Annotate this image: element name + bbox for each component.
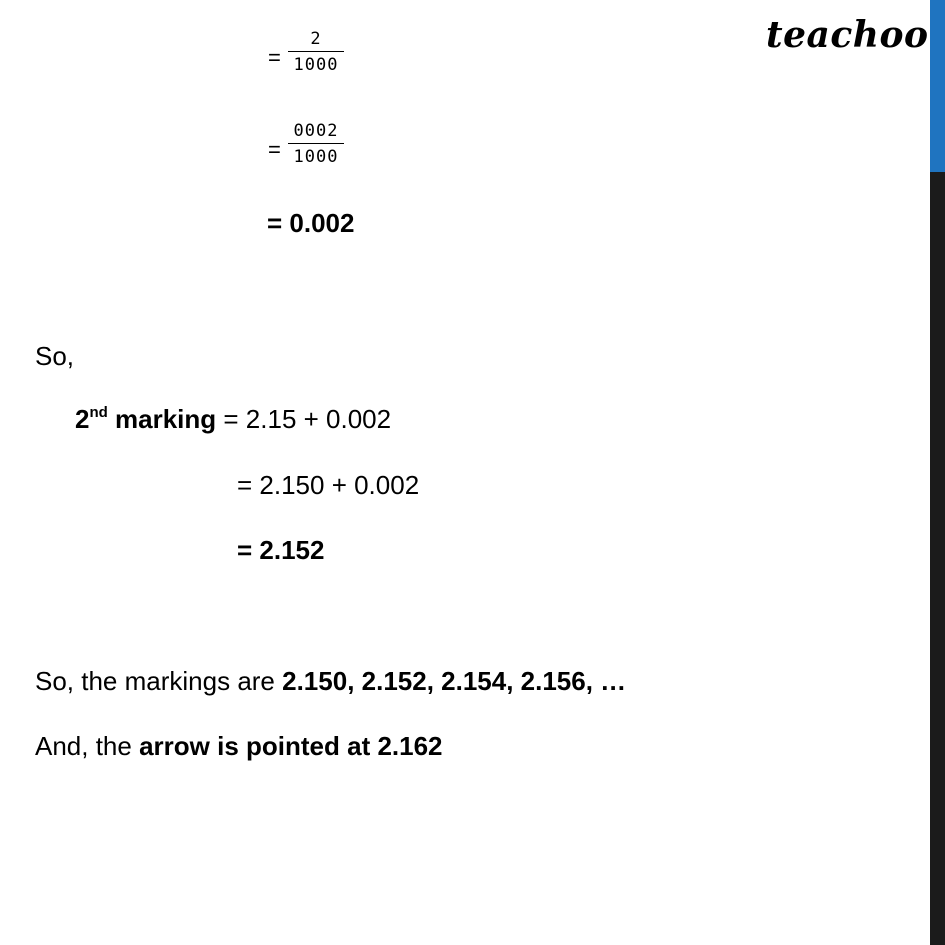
fraction-numerator: 0002 [293,121,339,141]
markings-values: 2.150, 2.152, 2.154, 2.156, … [282,666,627,696]
result-line [267,208,354,238]
marking-label: 2nd marking [75,404,217,434]
scrollbar[interactable] [930,0,945,945]
arrow-value: arrow is pointed at 2.162 [139,731,443,761]
fraction [288,28,344,76]
fraction-numerator: 2 [310,29,322,49]
marking-result: = 2.152 [237,535,325,565]
fraction-denominator: 1000 [293,147,339,167]
equals-sign: = [268,45,281,70]
marking-line-2: = 2.150 + 0.002 [237,470,420,500]
so-label: So, [35,341,75,371]
equals-sign: = [268,137,281,162]
fraction-denominator: 1000 [293,55,339,75]
teachoo-logo: teachoo [766,14,929,56]
scrollbar-thumb[interactable] [930,0,945,172]
markings-sentence: So, the markings are 2.150, 2.152, 2.154, 2.156, … [35,666,627,696]
arrow-sentence: And, the arrow is pointed at 2.162 [35,731,443,761]
fraction-bar [288,143,344,144]
fraction-bar [288,51,344,52]
marking-line-1 [75,404,391,434]
marking-line-3 [237,535,324,565]
fraction [288,120,344,168]
result-value: = 0.002 [267,208,355,238]
marking-expression: = 2.15 + 0.002 [216,404,392,434]
